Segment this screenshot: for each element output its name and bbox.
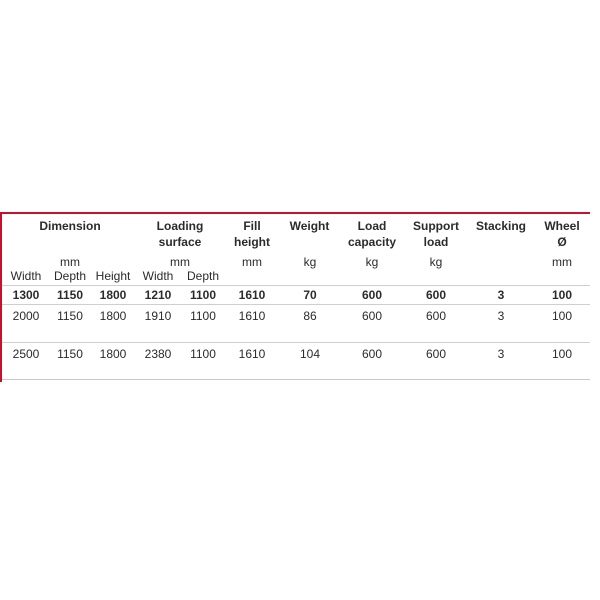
cell-load-capacity: 600 [361,347,383,361]
cell-loading-width: 1210 [144,288,172,302]
cell-stacking: 3 [497,288,505,302]
cell-width: 2000 [12,309,40,323]
cell-support-load: 600 [425,347,447,361]
cell-fill-height: 1610 [238,309,266,323]
cell-depth: 1150 [56,288,84,302]
header-load-capacity-line2: capacity [347,235,397,249]
cell-weight: 104 [299,347,321,361]
cell-wheel: 100 [551,347,573,361]
subheader-width: Width [10,269,42,283]
header-loading-surface-line1: Loading [156,219,204,233]
header-dimension: Dimension [39,219,101,233]
cell-width: 1300 [12,288,40,302]
cell-stacking: 3 [497,309,505,323]
subheader-depth: Depth [53,269,87,283]
cell-load-capacity: 600 [361,309,383,323]
cell-weight: 86 [303,309,317,323]
cell-height: 1800 [99,288,127,302]
accent-top-border [0,212,590,214]
cell-loading-depth: 1100 [189,288,217,302]
cell-depth: 1150 [57,309,83,323]
cell-fill-height: 1610 [238,288,266,302]
cell-height: 1800 [99,347,127,361]
row-divider [2,342,590,343]
unit-support-load: kg [429,255,443,269]
unit-wheel: mm [552,255,572,269]
cell-support-load: 600 [425,288,447,302]
cell-loading-width: 1910 [144,309,172,323]
cell-height: 1800 [99,309,127,323]
header-support-load-line2: load [423,235,449,249]
subheader-loading-width: Width [142,269,174,283]
cell-loading-depth: 1100 [190,309,216,323]
cell-loading-width: 2380 [144,347,172,361]
cell-wheel: 100 [551,309,573,323]
cell-wheel: 100 [551,288,573,302]
cell-weight: 70 [303,288,317,302]
header-divider [2,285,590,286]
header-fill-height-line2: height [234,235,270,249]
unit-loading-surface: mm [170,255,190,269]
header-fill-height-line1: Fill [243,219,261,233]
header-wheel-line1: Wheel [544,219,580,233]
row-divider [2,304,590,305]
unit-dimension: mm [60,255,80,269]
spec-table [0,212,590,382]
subheader-height: Height [95,269,131,283]
cell-depth: 1150 [57,347,83,361]
cell-support-load: 600 [425,309,447,323]
header-wheel-line2: Ø [557,235,567,249]
cell-load-capacity: 600 [361,288,383,302]
header-weight: Weight [289,219,330,233]
cell-width: 2500 [12,347,40,361]
header-stacking: Stacking [475,219,526,233]
unit-fill-height: mm [242,255,262,269]
cell-fill-height: 1610 [238,347,266,361]
cell-loading-depth: 1100 [190,347,216,361]
unit-load-capacity: kg [365,255,379,269]
subheader-loading-depth: Depth [186,269,220,283]
cell-stacking: 3 [497,347,505,361]
header-load-capacity-line1: Load [357,219,387,233]
header-loading-surface-line2: surface [158,235,202,249]
accent-left-border [0,212,2,382]
unit-weight: kg [303,255,317,269]
table-bottom-border [2,379,590,380]
header-support-load-line1: Support [413,219,459,233]
